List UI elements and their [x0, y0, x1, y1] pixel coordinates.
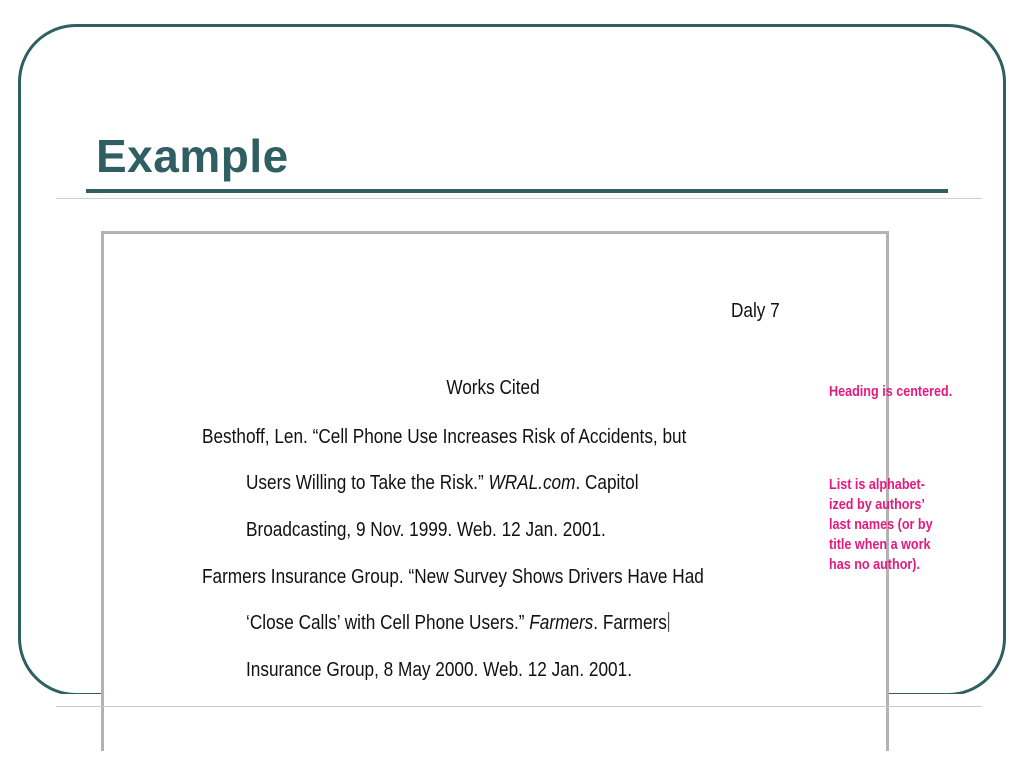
italic-title-text: Farmers [529, 612, 594, 634]
text-cursor [669, 612, 670, 632]
list-annotation-line: title when a work [829, 536, 931, 553]
italic-title-text: WRAL.com [488, 472, 576, 494]
list-annotation-line: ized by authors’ [829, 496, 925, 513]
slide-title: Example [96, 130, 289, 182]
page-header: Daly 7 [731, 300, 780, 322]
entry-text: Insurance Group, 8 May 2000. Web. 12 Jan. 2001. [246, 659, 632, 681]
list-annotation-line: has no author). [829, 556, 921, 573]
heading-annotation: Heading is centered. [829, 383, 953, 400]
entry-line [246, 658, 632, 682]
entry-text: Farmers Insurance Group. “New Survey Shows Drivers Have Had [202, 566, 704, 588]
entry-line [246, 471, 639, 495]
entry-line [202, 565, 704, 589]
title-divider [56, 198, 982, 199]
entry-line [246, 611, 669, 635]
list-annotation-line: last names (or by [829, 516, 933, 533]
bottom-rule [56, 706, 982, 707]
entry-text: Users Willing to Take the Risk.” [246, 472, 489, 494]
entry-line [202, 425, 686, 449]
title-underline [86, 189, 948, 193]
entry-text: Broadcasting, 9 Nov. 1999. Web. 12 Jan. 2001. [246, 519, 606, 541]
entry-text: . Farmers [593, 612, 667, 634]
entry-text: . Capitol [575, 472, 639, 494]
entry-line [246, 518, 606, 542]
list-annotation-line: List is alphabet- [829, 476, 925, 493]
list-annotation [829, 475, 933, 575]
entry-text: Besthoff, Len. “Cell Phone Use Increases Risk of Accidents, but [202, 426, 687, 448]
works-cited-heading: Works Cited [446, 377, 540, 399]
entry-text: ‘Close Calls’ with Cell Phone Users.” [246, 612, 530, 634]
